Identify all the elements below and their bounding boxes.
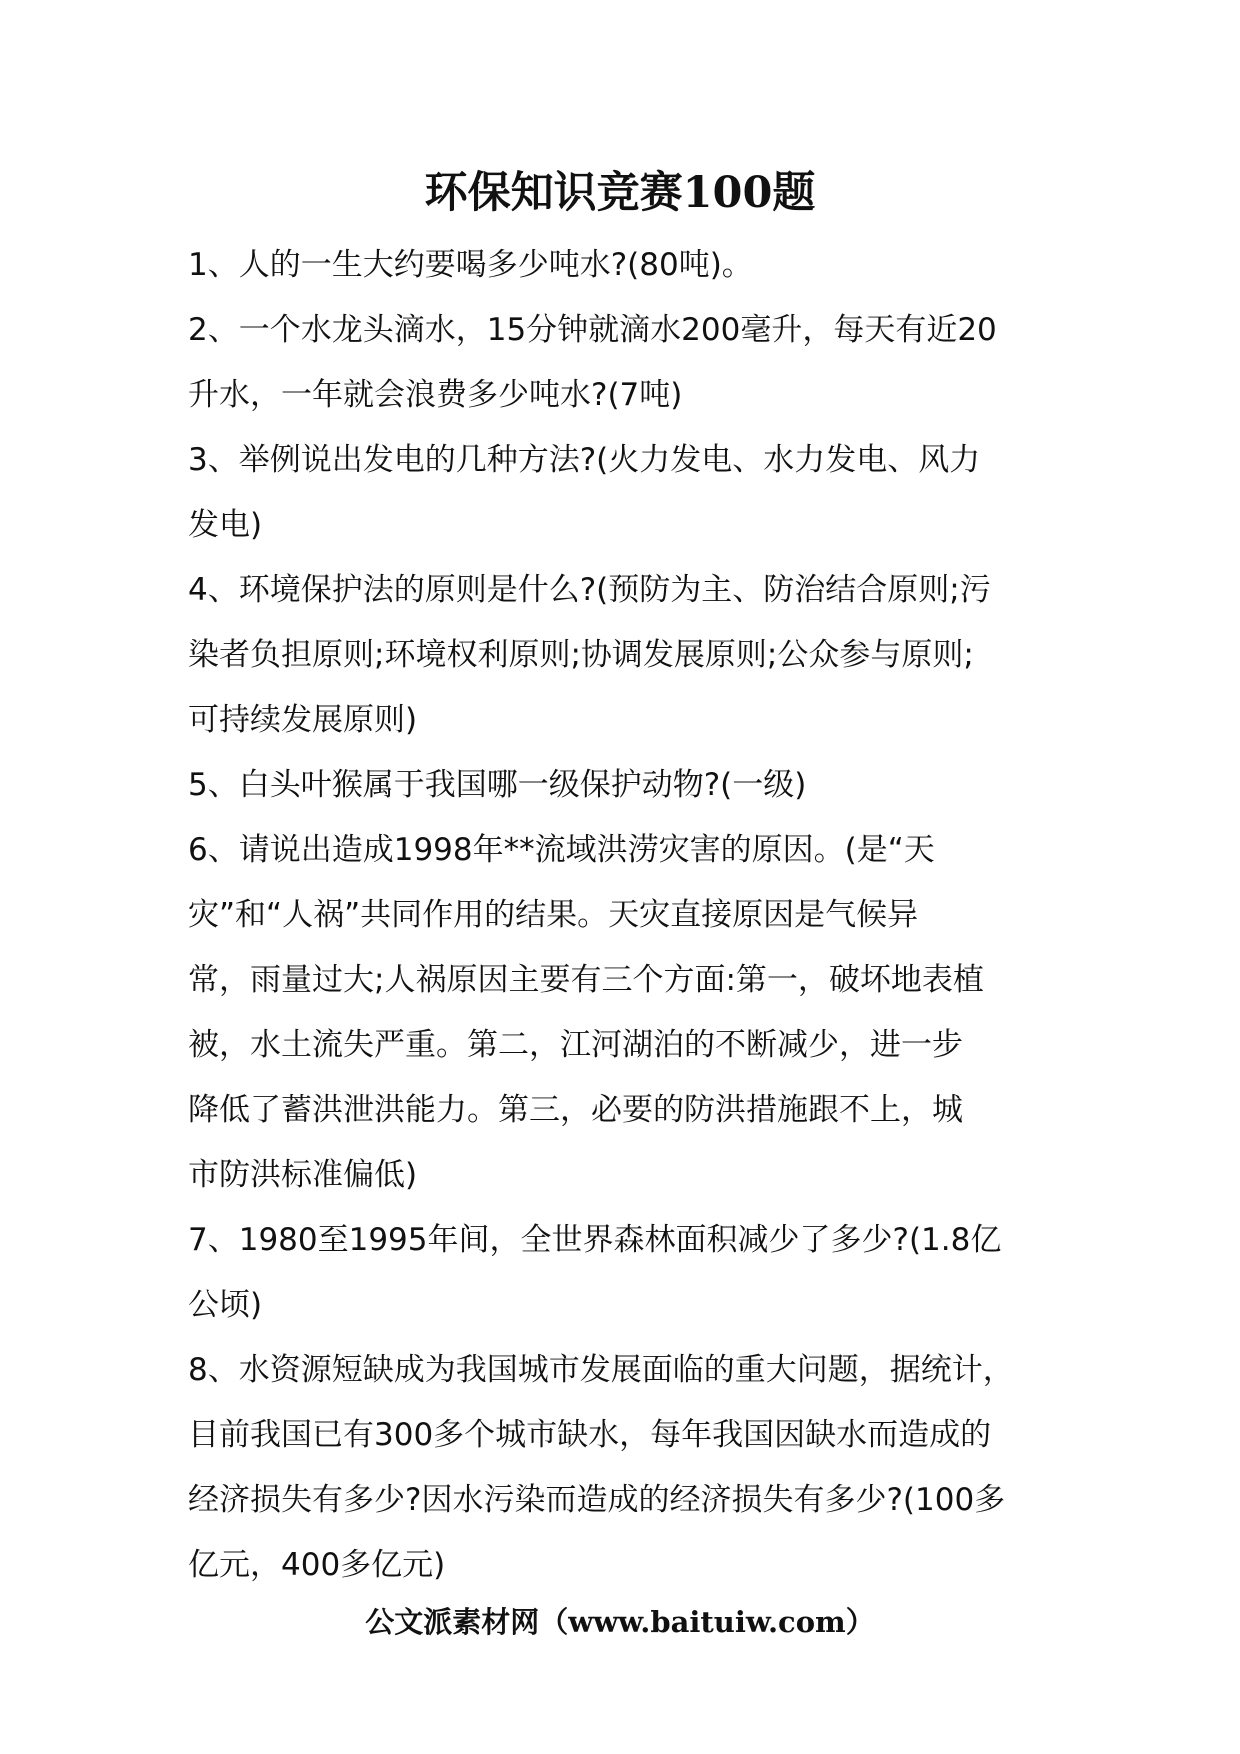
- text-line: 3、举例说出发电的几种方法?(火力发电、水力发电、风力: [188, 442, 981, 478]
- text-line: 升水，一年就会浪费多少吨水?(7吨): [188, 377, 683, 413]
- text-line: 亿元，400多亿元): [188, 1547, 446, 1583]
- document-title: 环保知识竞赛100题: [424, 168, 816, 218]
- text-line: 降低了蓄洪泄洪能力。第三，必要的防洪措施跟不上，城: [188, 1092, 963, 1128]
- document-body: [188, 233, 1048, 1598]
- text-line: 灾”和“人祸”共同作用的结果。天灾直接原因是气候异: [188, 897, 919, 933]
- text-line: 6、请说出造成1998年**流域洪涝灾害的原因。(是“天: [188, 832, 935, 868]
- text-line: 常，雨量过大;人祸原因主要有三个方面:第一，破坏地表植: [188, 962, 984, 998]
- text-line: 公顷): [188, 1287, 263, 1323]
- text-line: 目前我国已有300多个城市缺水，每年我国因缺水而造成的: [188, 1417, 992, 1453]
- text-line: 被，水土流失严重。第二，江河湖泊的不断减少，进一步: [188, 1027, 963, 1063]
- document-footer: 公文派素材网（www.baituiw.com）: [365, 1605, 875, 1639]
- text-line: 市防洪标准偏低): [188, 1157, 418, 1193]
- text-line: 7、1980至1995年间，全世界森林面积减少了多少?(1.8亿: [188, 1222, 1002, 1258]
- text-line: 可持续发展原则): [188, 702, 418, 738]
- text-line: 8、水资源短缺成为我国城市发展面临的重大问题，据统计，: [188, 1352, 1014, 1388]
- text-line: 1、人的一生大约要喝多少吨水?(80吨)。: [188, 247, 753, 283]
- text-line: 染者负担原则;环境权利原则;协调发展原则;公众参与原则;: [188, 637, 974, 673]
- text-line: 4、环境保护法的原则是什么?(预防为主、防治结合原则;污: [188, 572, 991, 608]
- text-line: 5、白头叶猴属于我国哪一级保护动物?(一级): [188, 767, 807, 803]
- text-line: 发电): [188, 507, 263, 543]
- text-line: 经济损失有多少?因水污染而造成的经济损失有多少?(100多: [188, 1482, 1006, 1518]
- text-line: 2、一个水龙头滴水，15分钟就滴水200毫升，每天有近20: [188, 312, 997, 348]
